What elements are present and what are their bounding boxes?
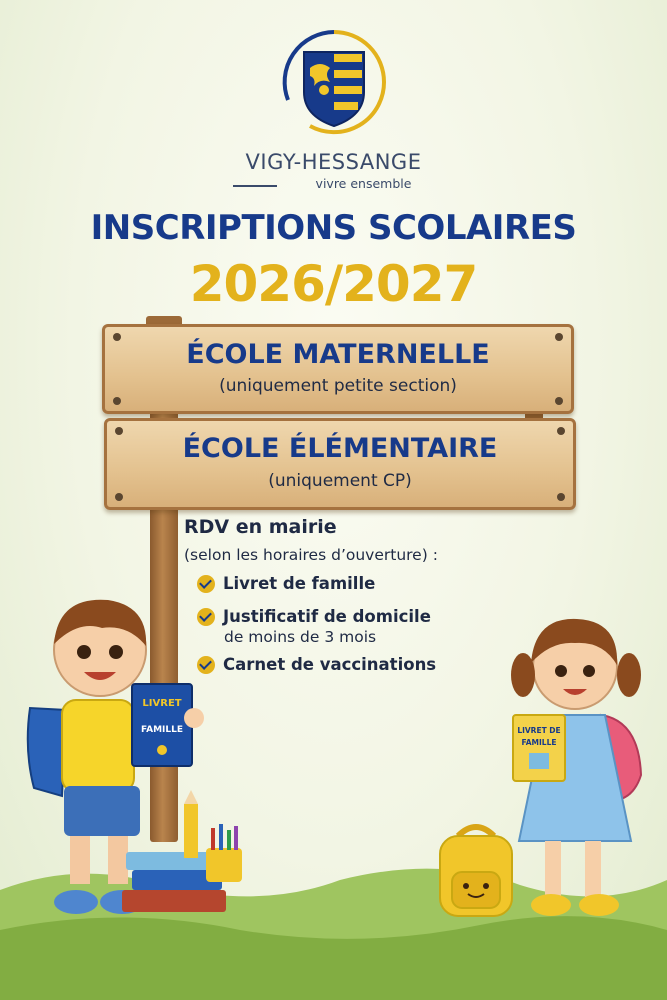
nail-icon — [115, 493, 123, 501]
sign-title: ÉCOLE MATERNELLE — [186, 339, 490, 370]
appointment-subheading: (selon les horaires d’ouverture) : — [184, 546, 438, 564]
town-crest-logo — [280, 28, 388, 136]
backpack-illustration — [430, 822, 522, 920]
page-title: INSCRIPTIONS SCOLAIRES — [90, 208, 577, 248]
books-pencils-illustration — [118, 790, 248, 930]
nail-icon — [113, 397, 121, 405]
svg-text:FAMILLE: FAMILLE — [521, 738, 557, 747]
sign-subtitle: (uniquement CP) — [268, 471, 412, 491]
list-item-label: Justificatif de domicile — [223, 607, 431, 626]
svg-text:LIVRET DE: LIVRET DE — [517, 726, 561, 735]
list-item — [197, 607, 431, 626]
list-item-label: Carnet de vaccinations — [223, 655, 437, 674]
sign-title: ÉCOLE ÉLÉMENTAIRE — [182, 433, 498, 464]
list-item-detail: de moins de 3 mois — [224, 628, 377, 646]
brand-tagline: vivre ensemble — [315, 176, 412, 191]
list-item — [197, 655, 436, 674]
sign-board-elementaire — [104, 418, 576, 510]
brand-name: VIGY-HESSANGE — [245, 150, 422, 174]
girl-illustration — [505, 605, 655, 925]
list-item-label: Livret de famille — [223, 574, 376, 593]
svg-text:FAMILLE: FAMILLE — [140, 725, 184, 735]
nail-icon — [557, 493, 565, 501]
sign-subtitle: (uniquement petite section) — [219, 376, 457, 396]
nail-icon — [555, 397, 563, 405]
appointment-heading: RDV en mairie — [184, 516, 337, 538]
list-item — [197, 574, 375, 593]
sign-board-maternelle — [102, 324, 574, 414]
school-year: 2026/2027 — [189, 255, 478, 313]
svg-text:LIVRET: LIVRET — [142, 698, 182, 709]
